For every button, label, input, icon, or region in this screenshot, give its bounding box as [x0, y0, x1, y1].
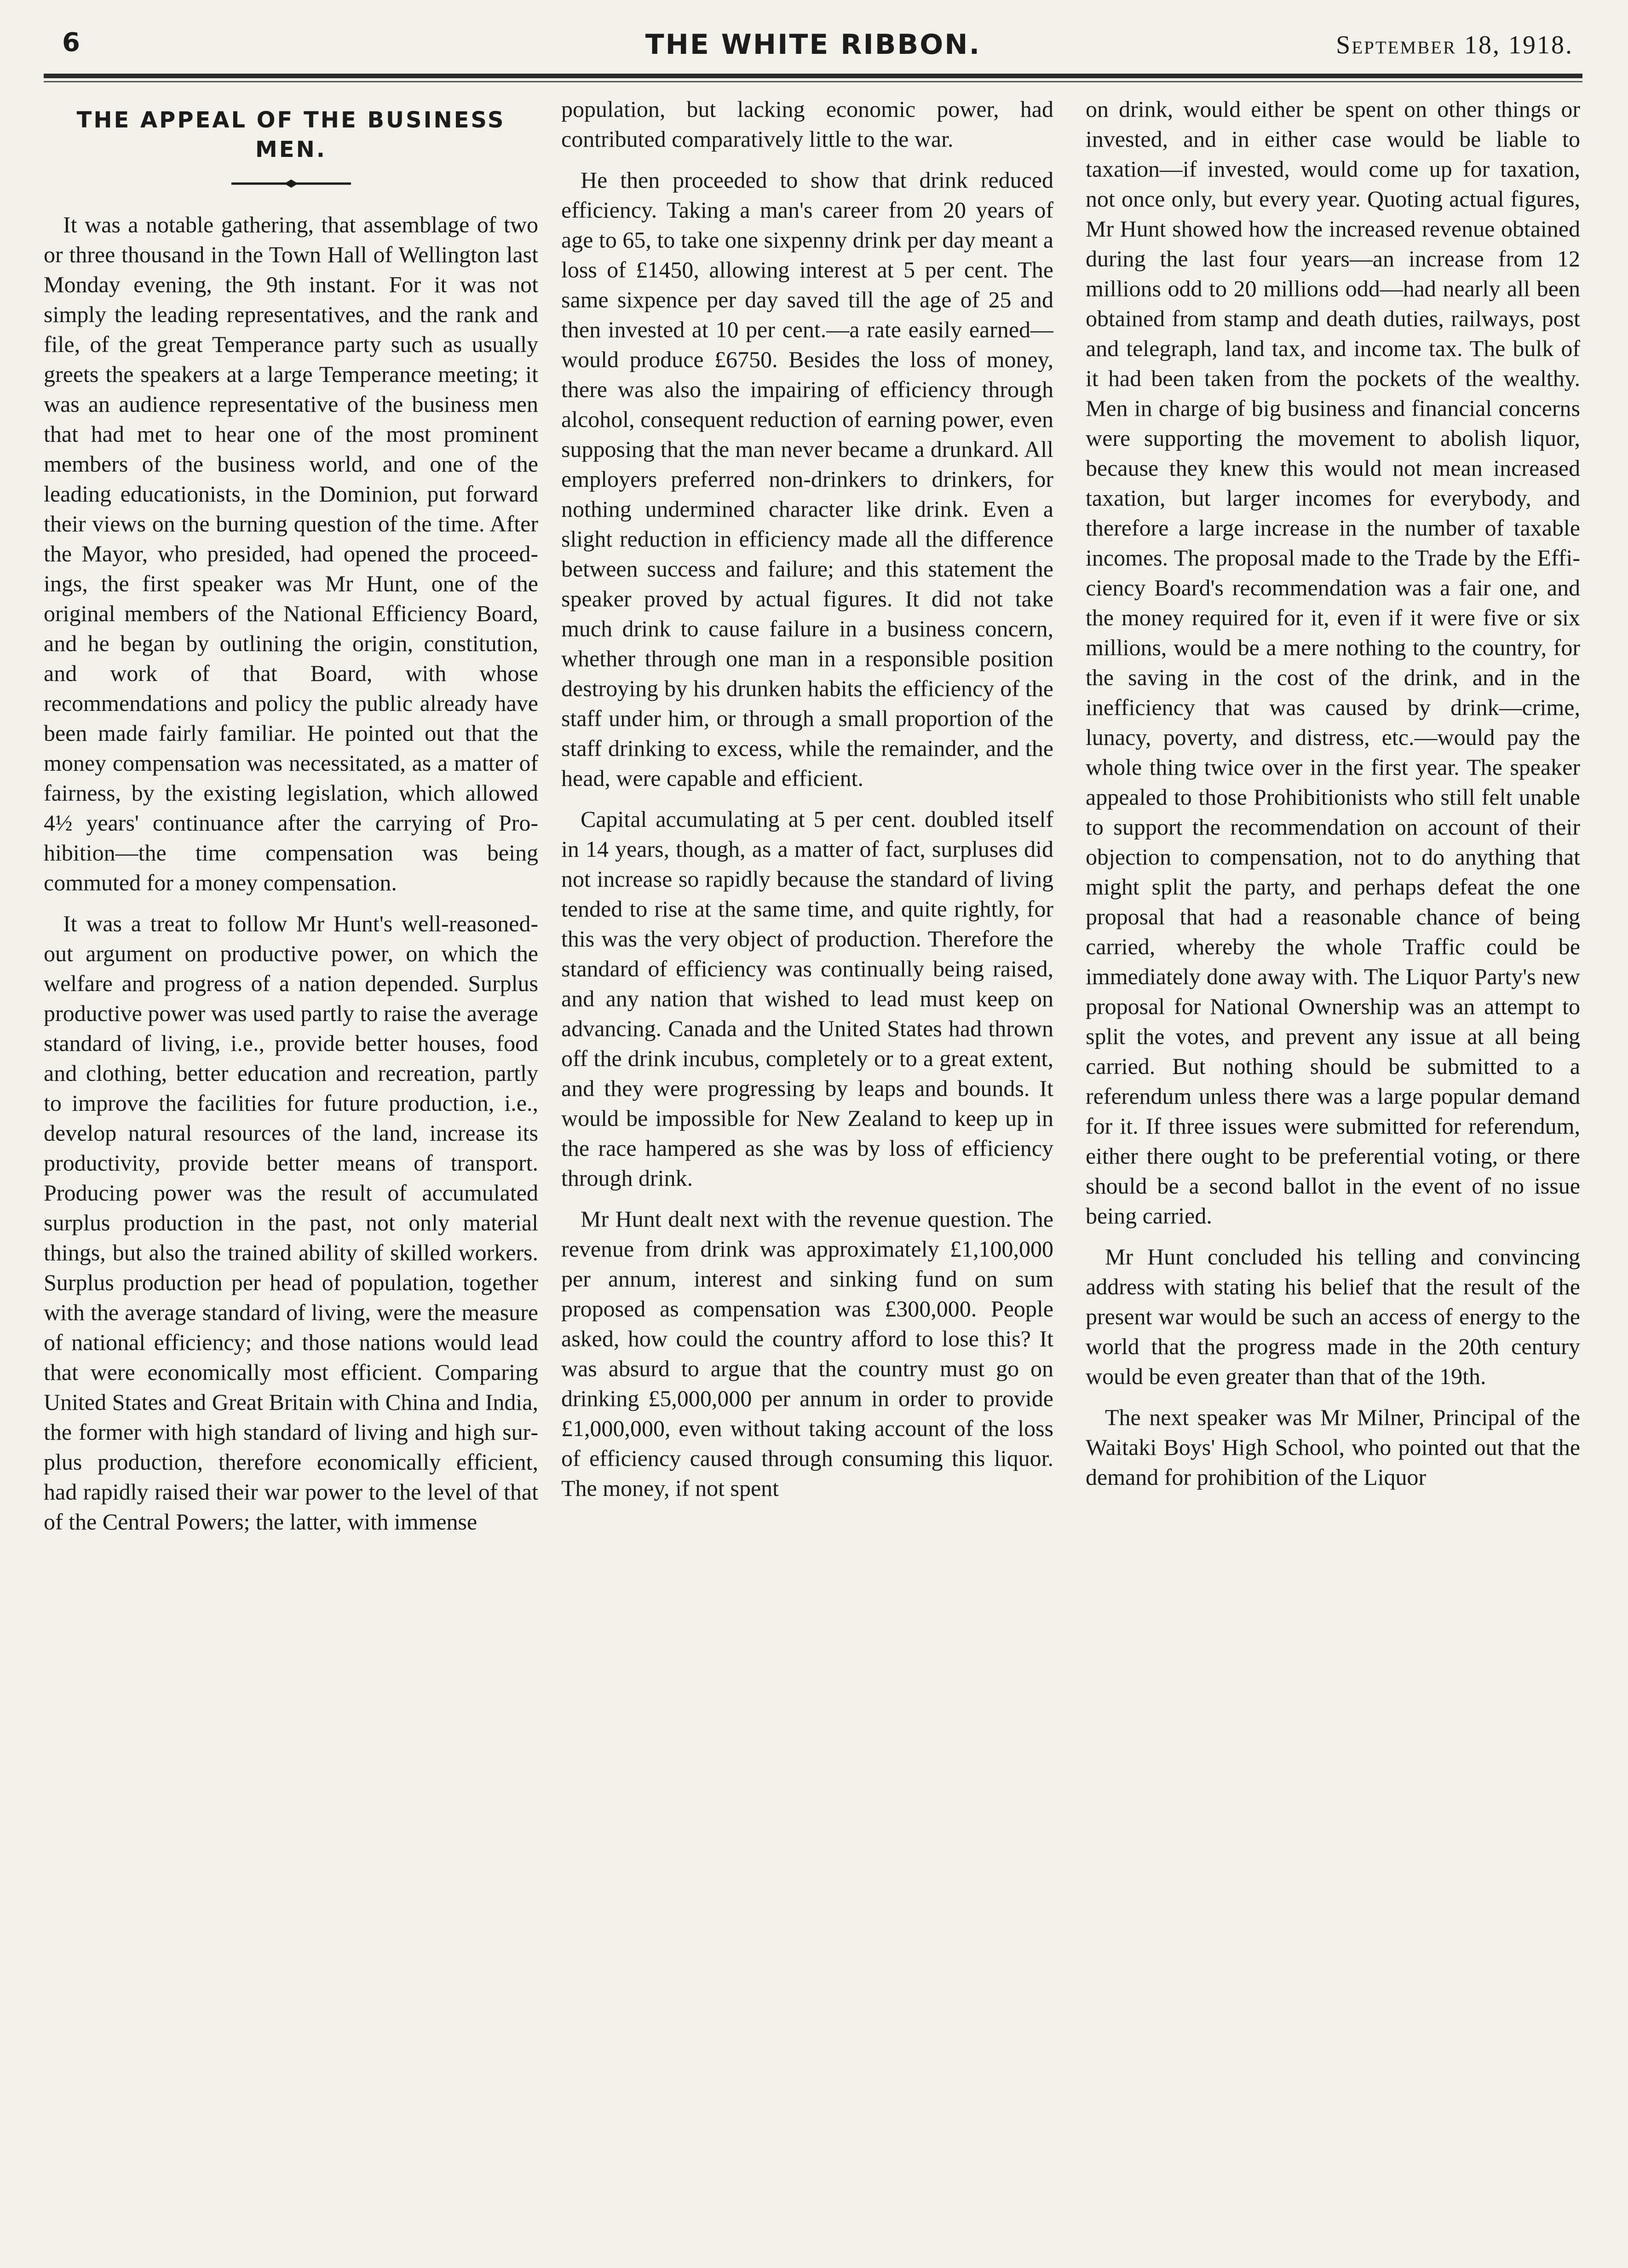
paragraph-5: Mr Hunt dealt next with the revenue question. The revenue from drink was approximately £1,100,000 per annum, interest and sinking fund on sum proposed as compensation was £300,000. People asked, how could the country afford to lose this? It was absurd to argue that the country must go on drinking £5,000,000 per annum in order to provide £1,000,000, even without taking account of the loss of efficiency caused through consuming this liquor. The money, if not spent [561, 1206, 1053, 1501]
masthead-rule-thin [44, 81, 1582, 82]
article-headline: THE APPEAL OF THE BUSINESS MEN. [76, 107, 506, 162]
paragraph-2: It was a treat to follow Mr Hunt's well-reasoned-out argument on productive power, on which the welfare and progress of a nation depended. Surplus productive power was used partly to raise the average standard of living, i.e., provide better houses, food and clothing, better education and recreation, partly to improve the facilities for future production, i.e., develop natural resources of the land, increase its productivity, provide better means of transport. Producing power was the result of accumulated surplus production in the past, not only material things, but also the trained ability of skilled workers. Surplus production per head of population, together with the average standard of living, were the measure of national efficiency; and those nations would lead that were economically most efficient. Comparing United States and Great Britain with China and India, the former with high standard of living and high surplus production, therefore economically efficient, had rapidly raised their war power to the level of that of the Central Powers; the latter, with immense [44, 911, 538, 1535]
paragraph-2-continued: population, but lacking economic power, had contributed comparatively little to the war. [561, 96, 1053, 152]
paragraph-6: Mr Hunt concluded his telling and convincing address with stating his belief that the result of the present war would be such an access of energy to the world that the progress made in the 20th century would be even greater than that of the 19th. [1086, 1244, 1580, 1389]
paragraph-5-continued: on drink, would either be spent on other things or invested, and in either case would be liable to taxation—if invested, would come up for taxation, not once only, but every year. Quoting actual figures, Mr Hunt showed how the increased revenue obtained during the last four years—an increase from 12 millions odd to 20 millions odd—had nearly all been obtained from stamp and death duties, railways, post and telegraph, land tax, and income tax. The bulk of it had been taken from the pockets of the wealthy. Men in charge of big business and financial concerns were supporting the movement to abolish liquor, because they knew this would not mean increased taxation, but larger incomes for everybody, and therefore a large increase in the number of taxable incomes. The proposal made to the Trade by the Efficiency Board's recommendation was a fair one, and the money required for it, even if it were five or six millions, would be a mere nothing to the country, for the saving in the cost of the drink, and in the inefficiency that was caused by drink—crime, lunacy, poverty, and distress, etc.—would pay the whole thing twice over in the first year. The speaker appealed to those Prohibitionists who still felt unable to support the recommendation on account of their objection to compensation, not to do anything that might split the party, and perhaps defeat the one proposal that had a reasonable chance of being carried, whereby the whole Traffic could be immediately done away with. The Liquor Party's new proposal for National Ownership was an attempt to split the votes, and prevent any issue at all being carried. But nothing should be submitted to a referendum unless there was a large popular demand for it. If three issues were submitted for referendum, either there ought to be preferential voting, or there should be a second ballot in the event of no issue being carried. [1086, 96, 1580, 1229]
column-2 [561, 94, 1053, 2248]
column-1 [44, 94, 538, 2248]
page-number: 6 [62, 28, 80, 58]
paragraph-7: The next speaker was Mr Milner, Principal of the Waitaki Boys' High School, who pointed out that the demand for prohibition of the Liquor [1086, 1404, 1580, 1490]
headline-rule-ornament-icon [231, 178, 351, 189]
paragraph-1: It was a notable gathering, that assemblage of two or three thousand in the Town Hall of Wellington last Monday evening, the 9th instant. For it was not simply the leading representatives, and the rank and file, of the great Temperance party such as usually greets the speakers at a large Temperance meeting; it was an audience representative of the business men that had met to hear one of the most prominent members of the business world, and one of the leading educationists, in the Dominion, put forward their views on the burning question of the time. After the Mayor, who presided, had opened the proceedings, the first speaker was Mr Hunt, one of the original members of the National Efficiency Board, and he began by outlining the origin, constitution, and work of that Board, with whose recommendations and policy the public already have been made fairly familiar. He pointed out that the money compensation was necessitated, as a matter of fairness, by the existing legislation, which allowed 4½ years' continuance after the carrying of Prohibition—the time compensation was being commuted for a money compensation. [44, 212, 538, 895]
column-3 [1086, 94, 1580, 2248]
paragraph-4: Capital accumulating at 5 per cent. doubled itself in 14 years, though, as a matter of fact, surpluses did not increase so rapidly because the standard of living tended to rise at the same time, and quite rightly, for this was the very object of production. Therefore the standard of efficiency was continually being raised, and any nation that wished to lead must keep on advancing. Canada and the United States had thrown off the drink incubus, completely or to a great extent, and they were progressing by leaps and bounds. It would be impossible for New Zealand to keep up in the race hampered as she was by loss of efficiency through drink. [561, 806, 1053, 1191]
masthead [44, 18, 1582, 74]
paragraph-3: He then proceeded to show that drink reduced efficiency. Taking a man's career from 20 years of age to 65, to take one sixpenny drink per day meant a loss of £1450, allowing interest at 5 per cent. The same sixpence per day saved till the age of 25 and then invested at 10 per cent.—a rate easily earned—would produce £6750. Besides the loss of money, there was also the impairing of efficiency through alcohol, consequent reduction of earning power, even supposing that the man never became a drunkard. All employers preferred non-drinkers to drinkers, for nothing undermined character like drink. Even a slight reduction in efficiency made all the difference between success and failure; and this statement the speaker proved by actual figures. It did not take much drink to cause failure in a business concern, whether through one man in a responsible position destroying by his drunken habits the efficiency of the staff under him, or through a small proportion of the staff drinking to excess, while the remainder, and the head, were capable and efficient. [561, 167, 1053, 791]
masthead-rule [44, 74, 1582, 78]
issue-date: September 18, 1918. [1336, 31, 1573, 59]
journal-title: THE WHITE RIBBON. [645, 29, 981, 61]
